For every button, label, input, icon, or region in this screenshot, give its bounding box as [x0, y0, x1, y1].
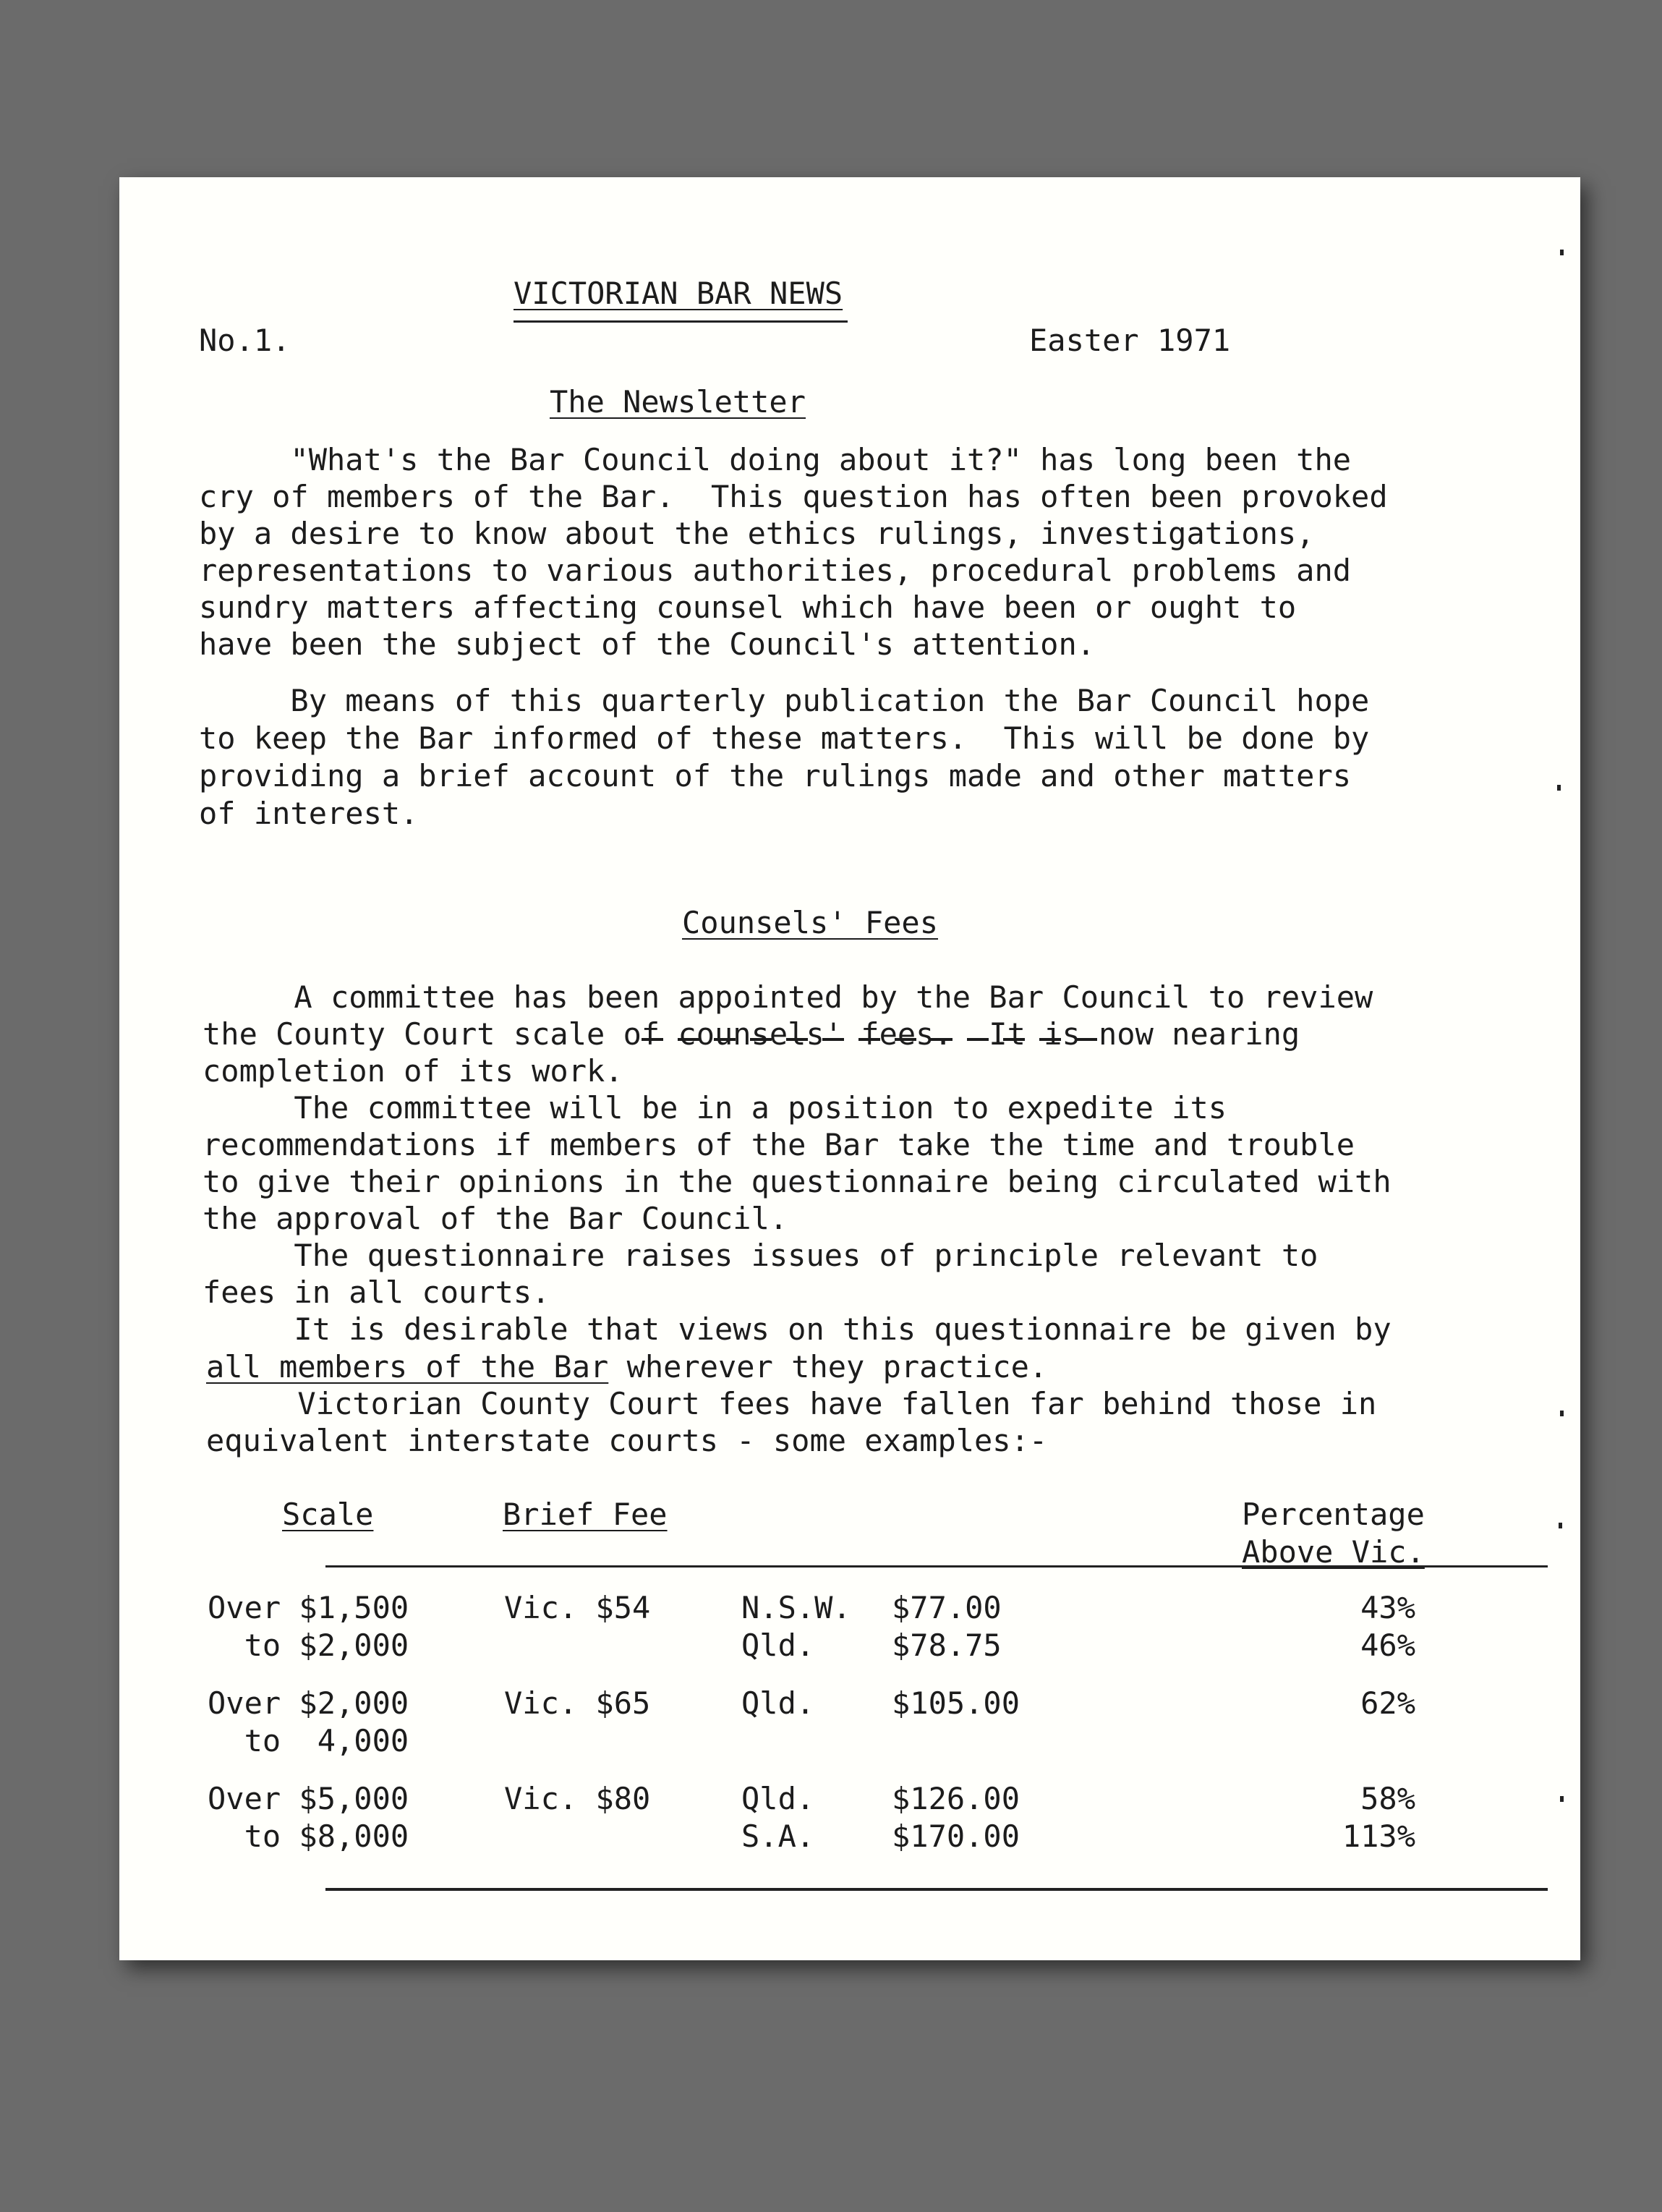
fees-line: equivalent interstate courts - some examples:- — [206, 1423, 1048, 1458]
newsletter-line: By means of this quarterly publication the Bar Council hope — [199, 683, 1370, 718]
vic-fee: Vic. $80 — [504, 1781, 651, 1816]
scale-range: to 4,000 — [208, 1723, 409, 1758]
fees-line: The questionnaire raises issues of principle relevant to — [203, 1238, 1318, 1273]
newsletter-line: by a desire to know about the ethics rulings, investigations, — [199, 516, 1315, 551]
percentage-value: 62% — [1360, 1685, 1415, 1721]
fees-emphasis-line — [206, 1348, 1047, 1385]
masthead-double-rule — [513, 320, 848, 323]
fees-line: completion of its work. — [203, 1053, 623, 1089]
state-name: Qld. — [741, 1628, 815, 1663]
fees-line: It is desirable that views on this questionnaire be given by — [203, 1311, 1392, 1347]
state-fee: $78.75 — [892, 1628, 1002, 1663]
state-fee: $77.00 — [892, 1590, 1002, 1625]
newsletter-line: of interest. — [199, 796, 419, 831]
fees-line: The committee will be in a position to expedite its — [203, 1090, 1227, 1126]
emphasis-all-members: all members of the Bar — [206, 1349, 609, 1384]
emphasis-rest: wherever they practice. — [608, 1349, 1048, 1384]
table-bottom-rule — [325, 1888, 1548, 1891]
newsletter-page — [119, 177, 1580, 1960]
masthead-title: VICTORIAN BAR NEWS — [513, 276, 843, 311]
fees-line: the approval of the Bar Council. — [203, 1201, 788, 1236]
vic-fee: Vic. $54 — [504, 1590, 651, 1625]
percentage-value: 43% — [1360, 1590, 1415, 1625]
scale-range: to $8,000 — [208, 1818, 409, 1854]
table-header-rule — [325, 1565, 1548, 1567]
state-name: Qld. — [741, 1685, 815, 1721]
percentage-value: 58% — [1360, 1781, 1415, 1816]
fees-line: A committee has been appointed by the Bar Council to review — [203, 979, 1373, 1015]
scale-range: Over $5,000 — [208, 1781, 409, 1816]
fees-heading: Counsels' Fees — [682, 905, 939, 940]
fees-line: Victorian County Court fees have fallen far behind those in — [206, 1386, 1377, 1421]
newsletter-line: representations to various authorities, procedural problems and — [199, 553, 1352, 588]
fees-line: fees in all courts. — [203, 1275, 550, 1310]
scan-speck — [1560, 1796, 1564, 1802]
state-fee: $105.00 — [892, 1685, 1020, 1721]
newsletter-heading: The Newsletter — [550, 384, 806, 420]
scan-speck — [1559, 1523, 1562, 1528]
vic-fee: Vic. $65 — [504, 1685, 651, 1721]
state-fee: $126.00 — [892, 1781, 1020, 1816]
state-fee: $170.00 — [892, 1818, 1020, 1854]
state-name: N.S.W. — [741, 1590, 851, 1625]
newsletter-line: sundry matters affecting counsel which have been or ought to — [199, 590, 1297, 625]
issue-number: No.1. — [199, 323, 291, 358]
scan-speck — [1557, 785, 1561, 791]
scale-range: Over $2,000 — [208, 1685, 409, 1721]
scan-speck — [1560, 250, 1564, 255]
fees-line: recommendations if members of the Bar take the time and trouble — [203, 1127, 1355, 1162]
scan-speck — [1560, 1411, 1564, 1416]
col-header-percentage: Percentage — [1242, 1497, 1425, 1532]
newsletter-line: "What's the Bar Council doing about it?" has long been the — [199, 442, 1352, 477]
scale-range: to $2,000 — [208, 1628, 409, 1663]
col-header-scale: Scale — [282, 1497, 374, 1532]
newsletter-line: cry of members of the Bar. This question has often been provoked — [199, 479, 1388, 514]
state-name: S.A. — [741, 1818, 815, 1854]
scale-range: Over $1,500 — [208, 1590, 409, 1625]
newsletter-line: to keep the Bar informed of these matters. This will be done by — [199, 720, 1370, 756]
percentage-value: 113% — [1342, 1818, 1415, 1854]
newsletter-line: have been the subject of the Council's attention. — [199, 626, 1096, 662]
fees-line: the County Court scale of counsels' fees. It is now nearing — [203, 1016, 1300, 1052]
state-name: Qld. — [741, 1781, 815, 1816]
fees-line: to give their opinions in the questionnaire being circulated with — [203, 1164, 1392, 1199]
col-header-above-vic: Above Vic. — [1242, 1534, 1425, 1570]
percentage-value: 46% — [1360, 1628, 1415, 1663]
newsletter-line: providing a brief account of the rulings made and other matters — [199, 758, 1352, 794]
issue-date: Easter 1971 — [1029, 323, 1231, 358]
col-header-brief-fee: Brief Fee — [503, 1497, 668, 1532]
